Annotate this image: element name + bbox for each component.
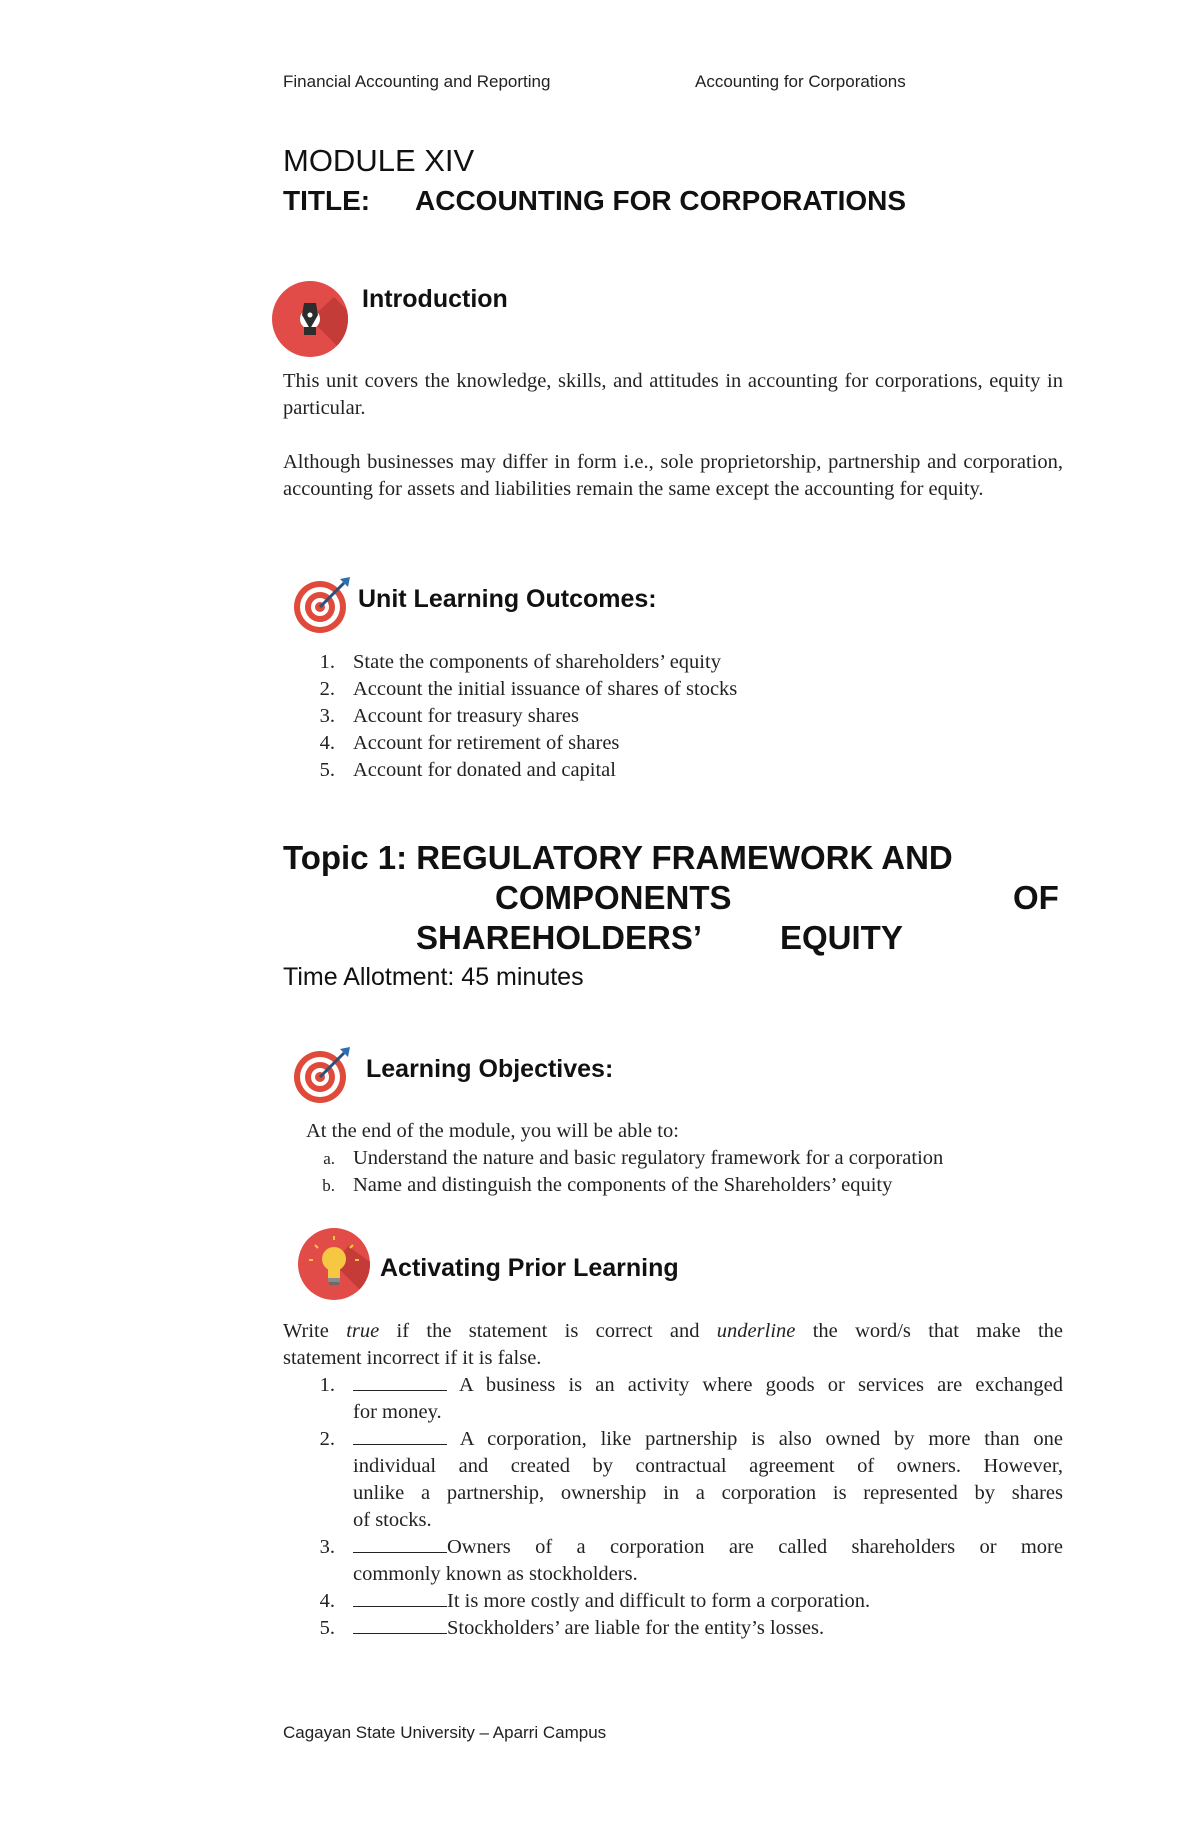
outcome-item [283,730,1063,757]
outcome-number: 5. [319,759,335,781]
time-allotment: Time Allotment: 45 minutes [283,963,584,991]
prior-item [283,1588,1063,1615]
outcome-item [283,649,1063,676]
topic-line-2-right: OF [1013,879,1059,916]
prior-item [283,1615,1063,1642]
intro-paragraph-1: This unit covers the knowledge, skills, and attitudes in accounting for corporations, equity in particular. [283,370,1063,419]
outcome-number: 2. [319,678,335,700]
module-title-label: TITLE: [283,185,371,216]
prior-item-number: 2. [319,1428,335,1450]
prior-instr-1: Write [283,1320,329,1342]
prior-item [283,1372,1063,1426]
outcome-number: 3. [319,705,335,727]
prior-item-number: 4. [319,1590,335,1612]
header-left: Financial Accounting and Reporting [283,72,551,91]
intro-paragraph-2: Although businesses may differ in form i.e., sole proprietorship, partnership and corporation, accounting for assets and liabilities remain the same except the accounting for equity. [283,451,1063,500]
prior-instructions-line-2: statement incorrect if it is false. [283,1347,542,1369]
objective-letter: a. [323,1149,335,1168]
pen-nib-icon [272,281,348,357]
topic-line-3-right: EQUITY [780,919,903,956]
answer-blank[interactable] [353,1534,447,1553]
prior-item-text: Stockholders’ are liable for the entity’s losses. [447,1617,825,1639]
answer-blank[interactable] [353,1372,447,1391]
objective-item [283,1172,1083,1199]
prior-item-text: individual and created by contractual agreement of owners. However, [353,1455,1063,1477]
objective-item [283,1145,1083,1172]
lightbulb-icon [298,1228,370,1300]
introduction-heading: Introduction [362,285,508,313]
answer-blank[interactable] [353,1615,447,1634]
topic-line-3-left: SHAREHOLDERS’ [416,919,703,956]
prior-heading: Activating Prior Learning [380,1254,679,1282]
prior-item-text: commonly known as stockholders. [353,1563,638,1585]
topic-line-1: Topic 1: REGULATORY FRAMEWORK AND [283,839,953,876]
objective-text: Understand the nature and basic regulatory framework for a corporation [353,1147,944,1169]
outcome-text: Account for treasury shares [353,705,579,727]
objectives-list [283,1145,1083,1199]
outcome-text: Account for retirement of shares [353,732,620,754]
prior-item-number: 5. [319,1617,335,1639]
footer: Cagayan State University – Aparri Campus [283,1723,607,1742]
objective-text: Name and distinguish the components of the Shareholders’ equity [353,1174,893,1196]
prior-item [283,1534,1063,1588]
objectives-intro: At the end of the module, you will be able to: [306,1120,679,1142]
prior-instr-2: if the statement is correct and [396,1320,700,1342]
answer-blank[interactable] [353,1426,447,1445]
outcome-text: Account for donated and capital [353,759,616,781]
objectives-heading: Learning Objectives: [366,1055,614,1083]
prior-item-number: 1. [319,1374,335,1396]
target-icon [292,575,354,635]
prior-item-text: for money. [353,1401,442,1423]
prior-item-text: It is more costly and difficult to form a corporation. [447,1590,871,1612]
outcome-item [283,757,1063,784]
prior-instructions [283,1318,1063,1345]
topic-line-2-left: COMPONENTS [495,879,732,916]
outcome-number: 1. [319,651,335,673]
outcome-text: State the components of shareholders’ equity [353,651,721,673]
prior-instr-3: the word/s that make the [812,1320,1064,1342]
prior-item-text: of stocks. [353,1509,432,1531]
prior-list [283,1372,1063,1642]
module-title: ACCOUNTING FOR CORPORATIONS [415,185,907,216]
outcome-item [283,703,1063,730]
outcome-item [283,676,1063,703]
outcome-number: 4. [319,732,335,754]
prior-item [283,1426,1063,1534]
answer-blank[interactable] [353,1588,447,1607]
prior-item-text: unlike a partnership, ownership in a corporation is represented by shares [353,1482,1063,1504]
outcomes-heading: Unit Learning Outcomes: [358,585,657,613]
prior-instr-true: true [346,1320,380,1342]
prior-item-number: 3. [319,1536,335,1558]
objective-letter: b. [322,1176,335,1195]
module-number: MODULE XIV [283,143,475,178]
prior-item-text: A corporation, like partnership is also owned by more than one [459,1428,1063,1450]
outcomes-list [283,649,1063,784]
header-right: Accounting for Corporations [695,72,906,91]
prior-instr-underline: underline [716,1320,796,1342]
prior-item-text: Owners of a corporation are called shareholders or more [447,1536,1063,1558]
prior-item-text: A business is an activity where goods or services are exchanged [459,1374,1064,1396]
target-icon [292,1045,354,1105]
outcome-text: Account the initial issuance of shares of stocks [353,678,738,700]
